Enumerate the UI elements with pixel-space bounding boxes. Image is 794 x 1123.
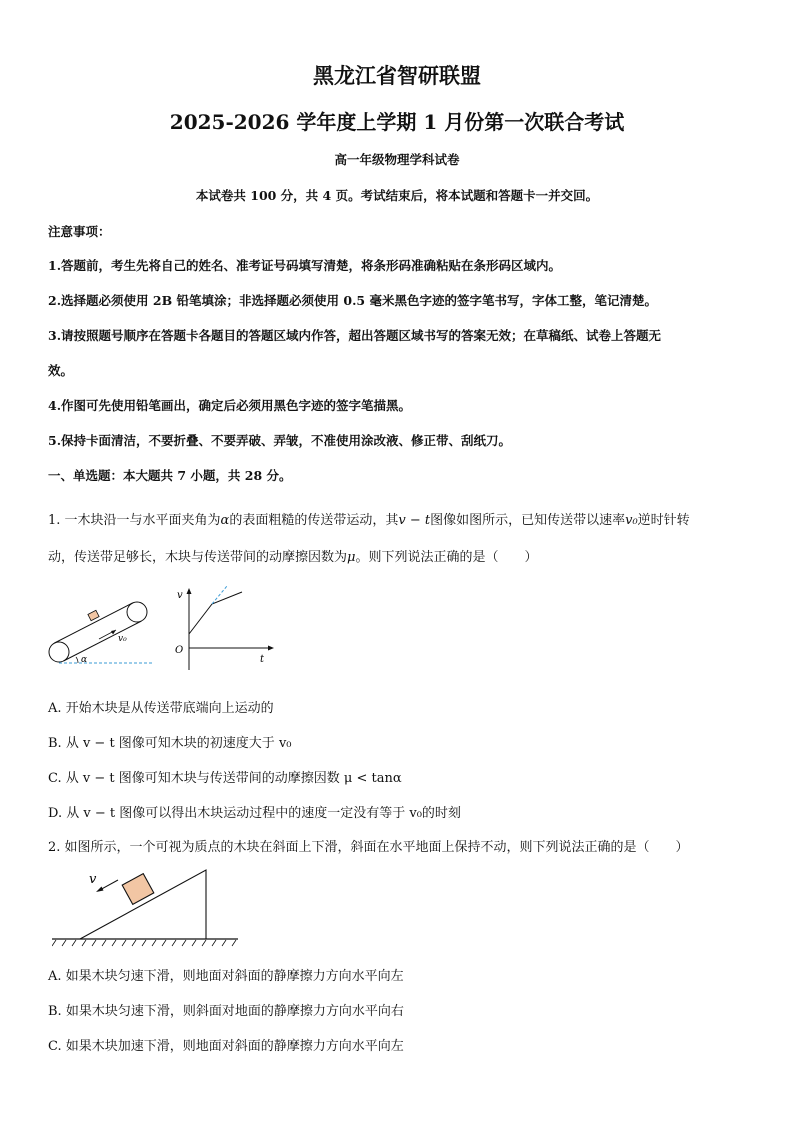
exam-intro: 本试卷共 100 分，共 4 页。考试结束后，将本试题和答题卡一并交回。 xyxy=(195,188,599,203)
q1-figure xyxy=(44,586,284,672)
ground-hatching xyxy=(52,939,238,946)
note-item: 4.作图可先使用铅笔画出，确定后必须用黑色字迹的签字笔描黑。 xyxy=(48,398,412,413)
q1-option-b: B. 从 v − t 图像可知木块的初速度大于 v₀ xyxy=(48,736,292,751)
graph-origin-label: O xyxy=(175,645,184,656)
belt-v0-label: v₀ xyxy=(118,634,127,644)
note-item: 1.答题前，考生先将自己的姓名、准考证号码填写清楚，将条形码准确粘贴在条形码区域内。 xyxy=(48,258,562,273)
q1-text: 动，传送带足够长，木块与传送带间的动摩擦因数为 xyxy=(48,550,348,565)
vt-line xyxy=(189,592,242,634)
vt-extension-dashed xyxy=(212,586,232,604)
q1-alpha: α xyxy=(220,513,230,528)
q1-mu: μ xyxy=(347,550,356,565)
q2-option-b: B. 如果木块匀速下滑，则斜面对地面的静摩擦力方向水平向右 xyxy=(48,1004,404,1019)
graph-t-label: t xyxy=(260,654,265,665)
note-item: 5.保持卡面清洁，不要折叠、不要弄破、弄皱，不准使用涂改液、修正带、刮纸刀。 xyxy=(48,433,512,448)
note-item: 2.选择题必须使用 2B 铅笔填涂；非选择题必须使用 0.5 毫米黑色字迹的签字笔书写，字体工整，笔记清楚。 xyxy=(48,293,657,308)
exam-title-organization: 黑龙江省智研联盟 xyxy=(313,63,481,88)
velocity-v-label: v xyxy=(89,872,97,887)
block-on-belt xyxy=(88,610,99,620)
q2-stem: 2. 如图所示，一个可视为质点的木块在斜面上下滑，斜面在水平地面上保持不动，则下列说法正确的是（ ） xyxy=(48,840,689,855)
q1-text: 的表面粗糙的传送带运动，其 xyxy=(229,513,399,528)
q1-option-d: D. 从 v − t 图像可以得出木块运动过程中的速度一定没有等于 v₀的时刻 xyxy=(48,806,461,821)
q1-vt: v − t xyxy=(398,513,431,528)
q2-figure xyxy=(52,864,242,948)
q1-stem-line2 xyxy=(48,546,537,565)
t-axis-arrowhead xyxy=(268,646,274,651)
sliding-block xyxy=(122,874,154,905)
belt-arrowhead xyxy=(111,630,116,635)
exam-subtitle: 高一年级物理学科试卷 xyxy=(334,152,460,167)
q1-text: 图像如图所示，已知传送带以速率 xyxy=(430,513,626,528)
q1-text: 。则下列说法正确的是（ ） xyxy=(355,550,538,565)
notes-heading: 注意事项： xyxy=(48,224,111,239)
q1-stem-line1 xyxy=(48,509,690,528)
q2-option-c: C. 如果木块加速下滑，则地面对斜面的静摩擦力方向水平向左 xyxy=(48,1039,404,1054)
note-item: 效。 xyxy=(48,363,74,378)
angle-alpha-label: α xyxy=(81,655,88,665)
graph-v-label: v xyxy=(177,590,183,601)
note-item: 3.请按照题号顺序在答题卡各题目的答题区域内作答，超出答题区域书写的答案无效；在草稿纸、试卷上答题无 xyxy=(48,328,662,343)
q1-option-c: C. 从 v − t 图像可知木块与传送带间的动摩擦因数 μ < tanα xyxy=(48,771,402,786)
v-axis-arrowhead xyxy=(187,588,192,594)
conveyor-belt xyxy=(49,602,147,662)
velocity-arrowhead xyxy=(96,887,104,893)
angle-arc xyxy=(76,657,78,663)
vt-graph xyxy=(175,586,274,670)
q1-v0: v₀ xyxy=(625,513,638,528)
q1-text: 1. 一木块沿一与水平面夹角为 xyxy=(48,513,221,528)
q2-option-a: A. 如果木块匀速下滑，则地面对斜面的静摩擦力方向水平向左 xyxy=(48,969,404,984)
q1-option-a: A. 开始木块是从传送带底端向上运动的 xyxy=(48,701,274,716)
exam-title: 2025-2026 学年度上学期 1 月份第一次联合考试 xyxy=(169,110,625,134)
section-heading: 一、单选题：本大题共 7 小题，共 28 分。 xyxy=(48,468,292,483)
q1-text: 逆时针转 xyxy=(637,513,690,528)
